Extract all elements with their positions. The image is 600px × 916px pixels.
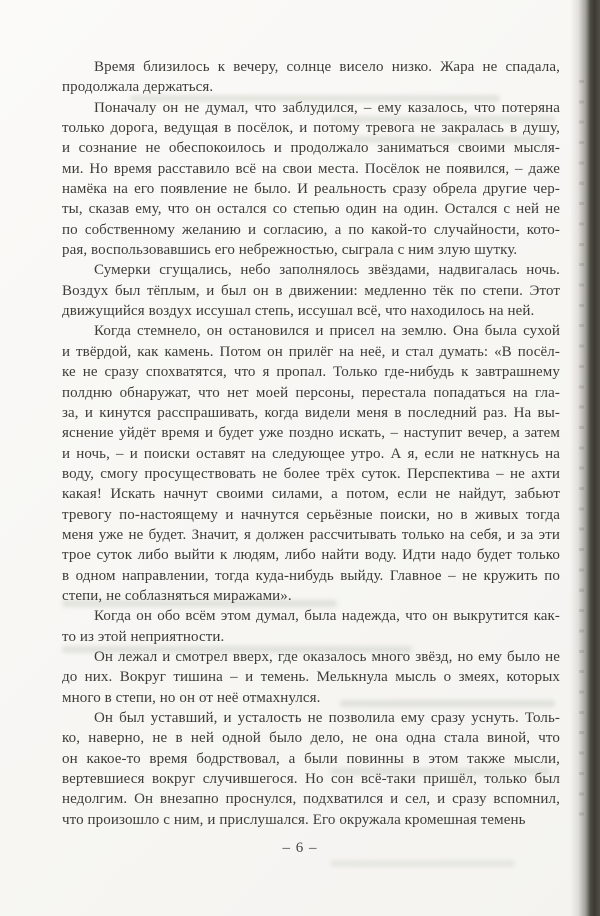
paragraph [62, 606, 560, 647]
paragraph [62, 321, 560, 606]
text-line: по собственному желанию и согласию, а по какой-то случайности, кото- [62, 221, 560, 238]
text-line: ко, наверно, не в ней одной было дело, не она одна стала виной, что [62, 730, 560, 747]
page-number: – 6 – [282, 840, 318, 856]
text-line: яснение уйдёт время и будет уже поздно искать, – наступит вечер, а затем [62, 425, 560, 442]
text-line: до них. Вокруг тишина – и темень. Мелькнула мысль о змеях, которых [62, 669, 560, 686]
text-line: недолгим. Он внезапно проснулся, подхватился и сел, и сразу вспомнил, [62, 791, 560, 808]
text-line: Сумерки сгущались, небо заполнялось звёздами, надвигалась ночь. [94, 262, 560, 279]
text-line: Поначалу он не думал, что заблудился, – ему казалось, что потеряна [94, 99, 560, 116]
text-line: то из этой неприятности. [62, 628, 225, 645]
text-line: Воздух был тёплым, и был он в движении: медленно тёк по степи. Этот [62, 282, 560, 299]
text-line: какая! Искать начнут своими силами, а потом, если не найдут, забьют [62, 486, 560, 503]
text-line: трое суток либо выйти к людям, либо найти воду. Идти надо будет только [62, 547, 560, 564]
text-line: и ночь, – и поиски оставят на следующее утро. А я, если не наткнусь на [62, 445, 560, 462]
text-line: рая, воспользовавшись его небрежностью, сыграла с ним злую шутку. [62, 242, 518, 259]
text-line: степи, не соблазняться миражами». [62, 587, 292, 604]
paragraph [62, 260, 560, 321]
text-line: Время близилось к вечеру, солнце висело низко. Жара не спадала, [94, 59, 560, 75]
gutter-shadow-icon [570, 0, 600, 916]
text-line: меня уже не будет. Значит, я должен рассчитывать только на себя, и за эти [62, 526, 560, 543]
text-line: много в степи, но он от неё отмахнулся. [62, 689, 321, 706]
text-line: и сознание не обеспокоилось и продолжало заниматься своими мысля- [62, 140, 560, 157]
text-line: что произошло с ним, и прислушался. Его окружала кромешная темень [62, 811, 526, 828]
text-line: ке не сразу спохватятся, что я пропал. Только где-нибудь к завтрашнему [62, 364, 560, 381]
text-line: вертевшиеся вокруг случившегося. Но сон всё-таки пришёл, только был [62, 771, 560, 788]
paragraph [62, 57, 560, 98]
text-line: и твёрдой, как камень. Потом он прилёг на неё, и стал думать: «В посёл- [62, 343, 560, 360]
text-line: Он лежал и смотрел вверх, где оказалось много звёзд, но ему было не [94, 648, 560, 665]
text-line: в одном направлении, тогда куда-нибудь выйду. Главное – не кружить по [62, 567, 560, 584]
text-line: ты, сказав ему, что он остался со степью один на один. Остался с ней не [62, 201, 560, 218]
text-line: намёка на его появление не было. И реальность сразу обрела другие чер- [62, 181, 560, 198]
paragraph [62, 708, 560, 830]
text-line: за, и кинутся расспрашивать, когда видели меня в последний раз. На вы- [62, 404, 560, 421]
paragraph [62, 98, 560, 261]
text-line: тревогу по-настоящему и начнутся серьёзные поиски, но в живых тогда [62, 506, 560, 523]
paragraph [62, 647, 560, 708]
text-line: только дорога, ведущая в посёлок, и потому тревога не закралась в душу, [62, 120, 560, 137]
text-line: ми. Но время расставило всё на свои места. Посёлок не появился, – даже [62, 160, 560, 177]
text-line: движущийся воздух иссушал степь, иссушал всё, что находилось на ней. [62, 303, 535, 320]
text-line: продолжала держаться. [62, 79, 214, 96]
text-line: он какое-то время бодрствовал, а были повинны в этом также мысли, [62, 750, 560, 767]
text-line: воду, смогу просуществовать не более трёх суток. Перспектива – не ахти [62, 465, 560, 482]
showthrough-smudge [330, 860, 515, 867]
text-line: Когда он обо всём этом думал, была надежда, что он выкрутится как- [94, 608, 560, 625]
text-line: полдню обнаружат, что нет моей персоны, перестала попадаться на гла- [62, 384, 560, 401]
text-line: Он был уставший, и усталость не позволила ему сразу уснуть. Толь- [94, 710, 560, 726]
text-line: Когда стемнело, он остановился и присел на землю. Она была сухой [94, 323, 560, 340]
text-block [62, 57, 560, 830]
